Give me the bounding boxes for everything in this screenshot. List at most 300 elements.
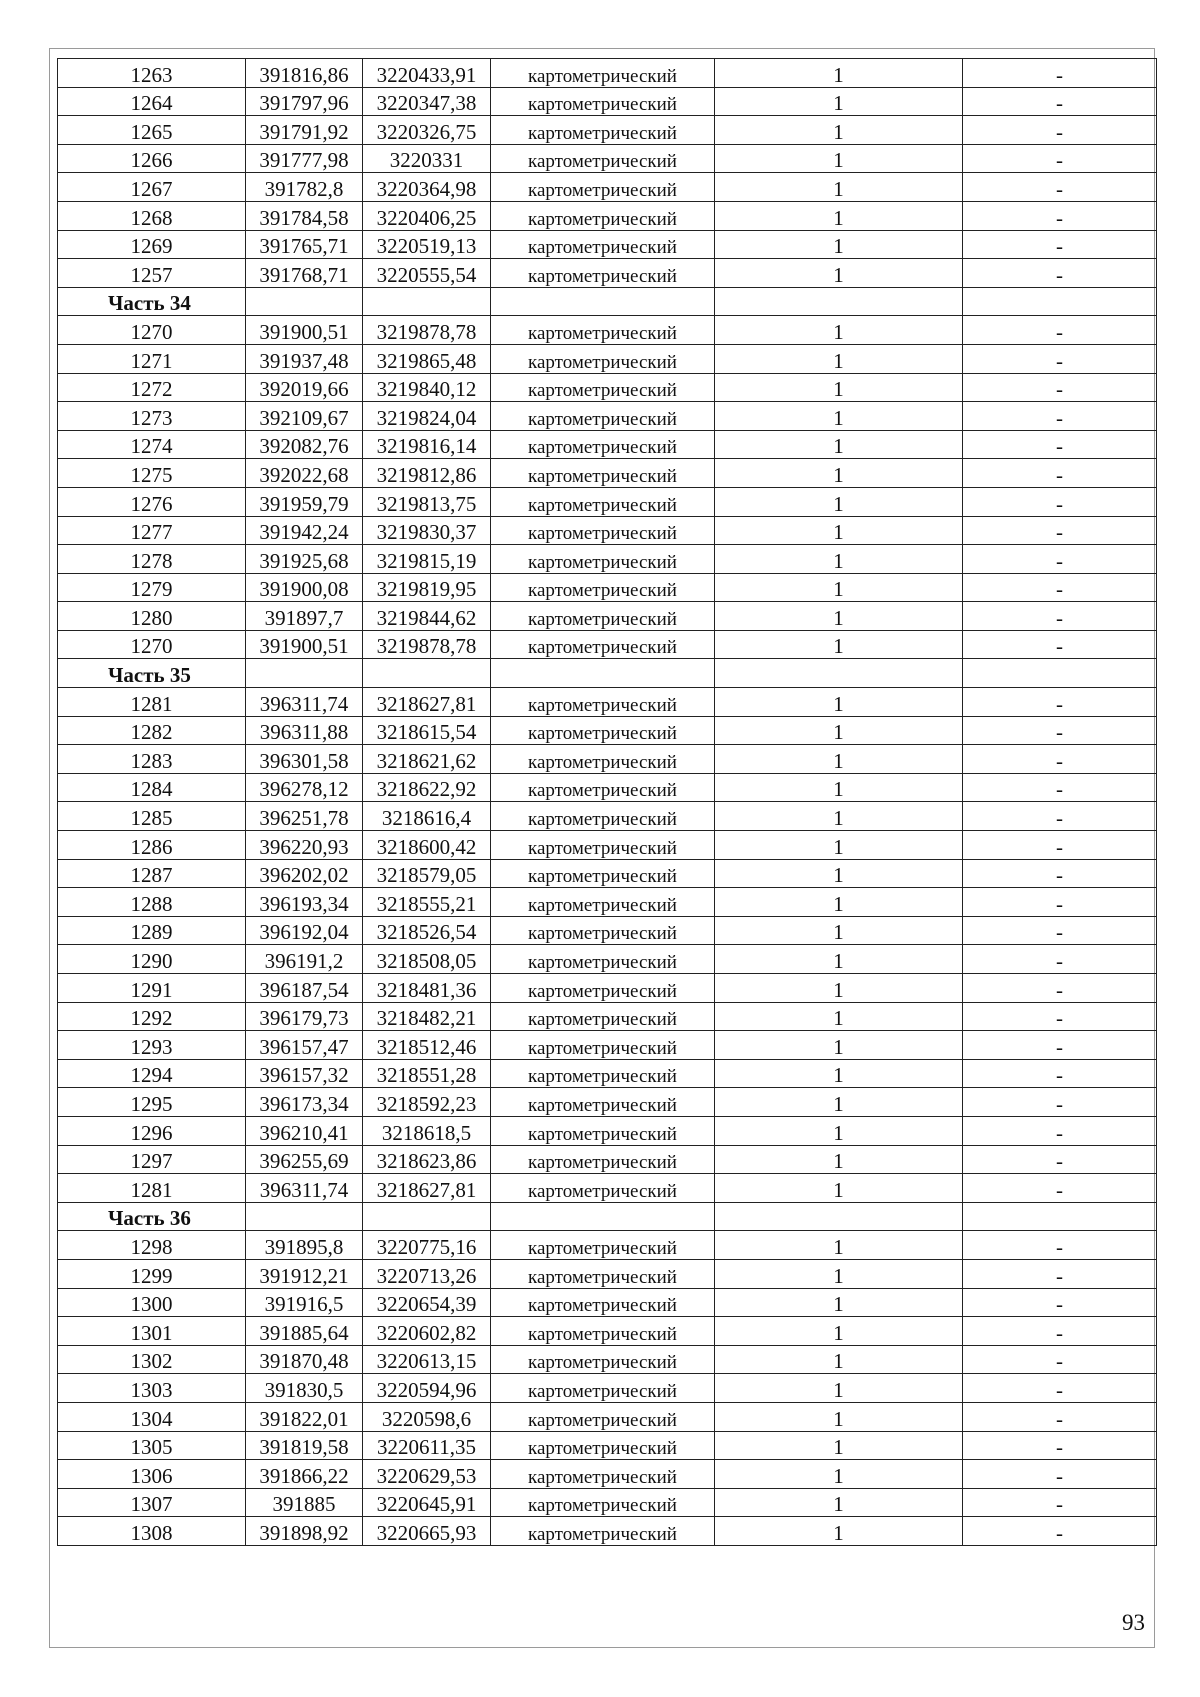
point-number-cell: 1292	[58, 1002, 246, 1031]
y-coordinate-cell: 3218508,05	[363, 945, 491, 974]
y-coordinate-cell: 3218592,23	[363, 1088, 491, 1117]
y-coordinate-cell: 3220519,13	[363, 230, 491, 259]
x-coordinate-cell: 396278,12	[246, 773, 363, 802]
x-coordinate-cell: 391791,92	[246, 116, 363, 145]
note-cell: -	[963, 116, 1157, 145]
accuracy-cell: 1	[715, 1431, 963, 1460]
y-coordinate-cell: 3219815,19	[363, 545, 491, 574]
accuracy-cell: 1	[715, 1059, 963, 1088]
accuracy-cell: 1	[715, 316, 963, 345]
x-coordinate-cell: 391912,21	[246, 1259, 363, 1288]
note-cell: -	[963, 859, 1157, 888]
point-number-cell: 1278	[58, 545, 246, 574]
table-row	[58, 402, 1157, 431]
accuracy-cell: 1	[715, 1259, 963, 1288]
method-cell: картометрический	[491, 430, 715, 459]
method-cell: картометрический	[491, 745, 715, 774]
note-cell: -	[963, 459, 1157, 488]
note-cell: -	[963, 802, 1157, 831]
note-cell: -	[963, 1431, 1157, 1460]
point-number-cell: 1268	[58, 201, 246, 230]
y-coordinate-cell: 3220433,91	[363, 59, 491, 88]
table-row	[58, 888, 1157, 917]
note-cell: -	[963, 487, 1157, 516]
empty-cell	[715, 659, 963, 688]
accuracy-cell: 1	[715, 1116, 963, 1145]
point-number-cell: 1300	[58, 1288, 246, 1317]
table-row	[58, 545, 1157, 574]
accuracy-cell: 1	[715, 1517, 963, 1546]
table-row	[58, 745, 1157, 774]
note-cell: -	[963, 573, 1157, 602]
method-cell: картометрический	[491, 1402, 715, 1431]
table-row	[58, 1002, 1157, 1031]
accuracy-cell: 1	[715, 1460, 963, 1489]
table-row	[58, 230, 1157, 259]
method-cell: картометрический	[491, 1517, 715, 1546]
note-cell: -	[963, 402, 1157, 431]
y-coordinate-cell: 3219878,78	[363, 630, 491, 659]
y-coordinate-cell: 3218526,54	[363, 916, 491, 945]
x-coordinate-cell: 396220,93	[246, 831, 363, 860]
point-number-cell: 1265	[58, 116, 246, 145]
note-cell: -	[963, 430, 1157, 459]
note-cell: -	[963, 630, 1157, 659]
table-row	[58, 87, 1157, 116]
table-row	[58, 630, 1157, 659]
x-coordinate-cell: 391816,86	[246, 59, 363, 88]
note-cell: -	[963, 1317, 1157, 1346]
table-row	[58, 1116, 1157, 1145]
table-row	[58, 1345, 1157, 1374]
note-cell: -	[963, 888, 1157, 917]
y-coordinate-cell: 3220611,35	[363, 1431, 491, 1460]
note-cell: -	[963, 1231, 1157, 1260]
table-row	[58, 1431, 1157, 1460]
note-cell: -	[963, 688, 1157, 717]
x-coordinate-cell: 396187,54	[246, 974, 363, 1003]
note-cell: -	[963, 516, 1157, 545]
table-row	[58, 1059, 1157, 1088]
accuracy-cell: 1	[715, 87, 963, 116]
x-coordinate-cell: 392022,68	[246, 459, 363, 488]
method-cell: картометрический	[491, 59, 715, 88]
table-row	[58, 916, 1157, 945]
accuracy-cell: 1	[715, 630, 963, 659]
y-coordinate-cell: 3218622,92	[363, 773, 491, 802]
x-coordinate-cell: 391900,51	[246, 316, 363, 345]
table-row	[58, 945, 1157, 974]
point-number-cell: 1279	[58, 573, 246, 602]
table-row	[58, 773, 1157, 802]
y-coordinate-cell: 3220613,15	[363, 1345, 491, 1374]
table-row	[58, 1088, 1157, 1117]
accuracy-cell: 1	[715, 1345, 963, 1374]
x-coordinate-cell: 391925,68	[246, 545, 363, 574]
point-number-cell: 1305	[58, 1431, 246, 1460]
y-coordinate-cell: 3219844,62	[363, 602, 491, 631]
accuracy-cell: 1	[715, 974, 963, 1003]
empty-cell	[363, 287, 491, 316]
table-row	[58, 116, 1157, 145]
point-number-cell: 1286	[58, 831, 246, 860]
y-coordinate-cell: 3218579,05	[363, 859, 491, 888]
table-row	[58, 430, 1157, 459]
part-header-row	[58, 659, 1157, 688]
accuracy-cell: 1	[715, 545, 963, 574]
method-cell: картометрический	[491, 573, 715, 602]
y-coordinate-cell: 3218512,46	[363, 1031, 491, 1060]
x-coordinate-cell: 391765,71	[246, 230, 363, 259]
point-number-cell: 1295	[58, 1088, 246, 1117]
method-cell: картометрический	[491, 802, 715, 831]
method-cell: картометрический	[491, 602, 715, 631]
y-coordinate-cell: 3218481,36	[363, 974, 491, 1003]
table-row	[58, 1317, 1157, 1346]
method-cell: картометрический	[491, 1031, 715, 1060]
point-number-cell: 1288	[58, 888, 246, 917]
method-cell: картометрический	[491, 1317, 715, 1346]
note-cell: -	[963, 201, 1157, 230]
accuracy-cell: 1	[715, 888, 963, 917]
point-number-cell: 1285	[58, 802, 246, 831]
method-cell: картометрический	[491, 459, 715, 488]
accuracy-cell: 1	[715, 201, 963, 230]
y-coordinate-cell: 3219812,86	[363, 459, 491, 488]
x-coordinate-cell: 392019,66	[246, 373, 363, 402]
table-row	[58, 1517, 1157, 1546]
method-cell: картометрический	[491, 201, 715, 230]
table-row	[58, 716, 1157, 745]
table-row	[58, 59, 1157, 88]
note-cell: -	[963, 1488, 1157, 1517]
method-cell: картометрический	[491, 316, 715, 345]
note-cell: -	[963, 1174, 1157, 1203]
point-number-cell: 1308	[58, 1517, 246, 1546]
x-coordinate-cell: 391819,58	[246, 1431, 363, 1460]
point-number-cell: 1274	[58, 430, 246, 459]
empty-cell	[363, 659, 491, 688]
x-coordinate-cell: 391885	[246, 1488, 363, 1517]
method-cell: картометрический	[491, 373, 715, 402]
point-number-cell: 1297	[58, 1145, 246, 1174]
x-coordinate-cell: 391866,22	[246, 1460, 363, 1489]
point-number-cell: 1266	[58, 144, 246, 173]
method-cell: картометрический	[491, 888, 715, 917]
table-row	[58, 859, 1157, 888]
point-number-cell: 1271	[58, 344, 246, 373]
part-header-row	[58, 287, 1157, 316]
accuracy-cell: 1	[715, 1374, 963, 1403]
y-coordinate-cell: 3220654,39	[363, 1288, 491, 1317]
x-coordinate-cell: 391822,01	[246, 1402, 363, 1431]
accuracy-cell: 1	[715, 1488, 963, 1517]
note-cell: -	[963, 745, 1157, 774]
method-cell: картометрический	[491, 688, 715, 717]
accuracy-cell: 1	[715, 144, 963, 173]
x-coordinate-cell: 391959,79	[246, 487, 363, 516]
method-cell: картометрический	[491, 831, 715, 860]
empty-cell	[491, 287, 715, 316]
part-label: Часть 35	[58, 659, 246, 688]
table-row	[58, 201, 1157, 230]
method-cell: картометрический	[491, 1259, 715, 1288]
table-row	[58, 1174, 1157, 1203]
y-coordinate-cell: 3220326,75	[363, 116, 491, 145]
empty-cell	[963, 287, 1157, 316]
table-row	[58, 516, 1157, 545]
y-coordinate-cell: 3218623,86	[363, 1145, 491, 1174]
accuracy-cell: 1	[715, 402, 963, 431]
x-coordinate-cell: 391870,48	[246, 1345, 363, 1374]
table-row	[58, 1402, 1157, 1431]
note-cell: -	[963, 373, 1157, 402]
point-number-cell: 1298	[58, 1231, 246, 1260]
accuracy-cell: 1	[715, 1402, 963, 1431]
method-cell: картометрический	[491, 1145, 715, 1174]
point-number-cell: 1284	[58, 773, 246, 802]
note-cell: -	[963, 1145, 1157, 1174]
method-cell: картометрический	[491, 1174, 715, 1203]
y-coordinate-cell: 3218551,28	[363, 1059, 491, 1088]
point-number-cell: 1281	[58, 1174, 246, 1203]
y-coordinate-cell: 3218600,42	[363, 831, 491, 860]
x-coordinate-cell: 396311,88	[246, 716, 363, 745]
y-coordinate-cell: 3219819,95	[363, 573, 491, 602]
empty-cell	[246, 1202, 363, 1231]
method-cell: картометрический	[491, 1116, 715, 1145]
x-coordinate-cell: 391916,5	[246, 1288, 363, 1317]
accuracy-cell: 1	[715, 602, 963, 631]
y-coordinate-cell: 3218627,81	[363, 688, 491, 717]
x-coordinate-cell: 391784,58	[246, 201, 363, 230]
table-row	[58, 459, 1157, 488]
point-number-cell: 1276	[58, 487, 246, 516]
part-label: Часть 36	[58, 1202, 246, 1231]
note-cell: -	[963, 602, 1157, 631]
table-row	[58, 344, 1157, 373]
empty-cell	[246, 287, 363, 316]
note-cell: -	[963, 1345, 1157, 1374]
accuracy-cell: 1	[715, 259, 963, 288]
y-coordinate-cell: 3220629,53	[363, 1460, 491, 1489]
empty-cell	[491, 659, 715, 688]
accuracy-cell: 1	[715, 116, 963, 145]
table-row	[58, 1031, 1157, 1060]
empty-cell	[963, 1202, 1157, 1231]
empty-cell	[963, 659, 1157, 688]
table-row	[58, 173, 1157, 202]
x-coordinate-cell: 396251,78	[246, 802, 363, 831]
y-coordinate-cell: 3218555,21	[363, 888, 491, 917]
method-cell: картометрический	[491, 1374, 715, 1403]
point-number-cell: 1281	[58, 688, 246, 717]
accuracy-cell: 1	[715, 344, 963, 373]
point-number-cell: 1291	[58, 974, 246, 1003]
accuracy-cell: 1	[715, 688, 963, 717]
note-cell: -	[963, 316, 1157, 345]
accuracy-cell: 1	[715, 573, 963, 602]
accuracy-cell: 1	[715, 459, 963, 488]
table-row	[58, 573, 1157, 602]
y-coordinate-cell: 3220602,82	[363, 1317, 491, 1346]
empty-cell	[715, 1202, 963, 1231]
note-cell: -	[963, 259, 1157, 288]
point-number-cell: 1307	[58, 1488, 246, 1517]
point-number-cell: 1302	[58, 1345, 246, 1374]
accuracy-cell: 1	[715, 487, 963, 516]
accuracy-cell: 1	[715, 831, 963, 860]
point-number-cell: 1304	[58, 1402, 246, 1431]
coordinates-table	[57, 58, 1157, 1546]
method-cell: картометрический	[491, 1231, 715, 1260]
accuracy-cell: 1	[715, 716, 963, 745]
page-number: 93	[1122, 1610, 1145, 1635]
y-coordinate-cell: 3220331	[363, 144, 491, 173]
method-cell: картометрический	[491, 859, 715, 888]
point-number-cell: 1257	[58, 259, 246, 288]
x-coordinate-cell: 391782,8	[246, 173, 363, 202]
method-cell: картометрический	[491, 1059, 715, 1088]
accuracy-cell: 1	[715, 1288, 963, 1317]
note-cell: -	[963, 974, 1157, 1003]
x-coordinate-cell: 391900,51	[246, 630, 363, 659]
note-cell: -	[963, 59, 1157, 88]
note-cell: -	[963, 1059, 1157, 1088]
empty-cell	[715, 287, 963, 316]
note-cell: -	[963, 831, 1157, 860]
table-row	[58, 688, 1157, 717]
x-coordinate-cell: 396157,32	[246, 1059, 363, 1088]
y-coordinate-cell: 3220406,25	[363, 201, 491, 230]
x-coordinate-cell: 392109,67	[246, 402, 363, 431]
part-header-row	[58, 1202, 1157, 1231]
y-coordinate-cell: 3220665,93	[363, 1517, 491, 1546]
note-cell: -	[963, 1460, 1157, 1489]
x-coordinate-cell: 392082,76	[246, 430, 363, 459]
accuracy-cell: 1	[715, 516, 963, 545]
accuracy-cell: 1	[715, 1002, 963, 1031]
table-row	[58, 259, 1157, 288]
table-row	[58, 144, 1157, 173]
x-coordinate-cell: 396210,41	[246, 1116, 363, 1145]
table-row	[58, 974, 1157, 1003]
x-coordinate-cell: 396193,34	[246, 888, 363, 917]
note-cell: -	[963, 1031, 1157, 1060]
accuracy-cell: 1	[715, 1231, 963, 1260]
y-coordinate-cell: 3220645,91	[363, 1488, 491, 1517]
point-number-cell: 1269	[58, 230, 246, 259]
method-cell: картометрический	[491, 516, 715, 545]
point-number-cell: 1277	[58, 516, 246, 545]
accuracy-cell: 1	[715, 373, 963, 402]
method-cell: картометрический	[491, 116, 715, 145]
method-cell: картометрический	[491, 173, 715, 202]
y-coordinate-cell: 3219830,37	[363, 516, 491, 545]
part-label: Часть 34	[58, 287, 246, 316]
x-coordinate-cell: 391777,98	[246, 144, 363, 173]
method-cell: картометрический	[491, 773, 715, 802]
method-cell: картометрический	[491, 144, 715, 173]
method-cell: картометрический	[491, 916, 715, 945]
x-coordinate-cell: 391768,71	[246, 259, 363, 288]
y-coordinate-cell: 3218482,21	[363, 1002, 491, 1031]
method-cell: картометрический	[491, 1460, 715, 1489]
point-number-cell: 1275	[58, 459, 246, 488]
table-row	[58, 1231, 1157, 1260]
point-number-cell: 1282	[58, 716, 246, 745]
y-coordinate-cell: 3219816,14	[363, 430, 491, 459]
x-coordinate-cell: 391797,96	[246, 87, 363, 116]
y-coordinate-cell: 3218615,54	[363, 716, 491, 745]
table-row	[58, 1259, 1157, 1288]
accuracy-cell: 1	[715, 230, 963, 259]
accuracy-cell: 1	[715, 802, 963, 831]
note-cell: -	[963, 1288, 1157, 1317]
method-cell: картометрический	[491, 1288, 715, 1317]
table-row	[58, 1374, 1157, 1403]
point-number-cell: 1280	[58, 602, 246, 631]
point-number-cell: 1293	[58, 1031, 246, 1060]
x-coordinate-cell: 391830,5	[246, 1374, 363, 1403]
y-coordinate-cell: 3219824,04	[363, 402, 491, 431]
accuracy-cell: 1	[715, 916, 963, 945]
accuracy-cell: 1	[715, 430, 963, 459]
y-coordinate-cell: 3219878,78	[363, 316, 491, 345]
y-coordinate-cell: 3220555,54	[363, 259, 491, 288]
method-cell: картометрический	[491, 402, 715, 431]
method-cell: картометрический	[491, 259, 715, 288]
method-cell: картометрический	[491, 974, 715, 1003]
table-row	[58, 487, 1157, 516]
method-cell: картометрический	[491, 487, 715, 516]
method-cell: картометрический	[491, 716, 715, 745]
point-number-cell: 1290	[58, 945, 246, 974]
empty-cell	[363, 1202, 491, 1231]
table-row	[58, 1145, 1157, 1174]
x-coordinate-cell: 391900,08	[246, 573, 363, 602]
x-coordinate-cell: 396157,47	[246, 1031, 363, 1060]
y-coordinate-cell: 3218616,4	[363, 802, 491, 831]
table-row	[58, 1288, 1157, 1317]
x-coordinate-cell: 396179,73	[246, 1002, 363, 1031]
note-cell: -	[963, 1088, 1157, 1117]
point-number-cell: 1303	[58, 1374, 246, 1403]
note-cell: -	[963, 144, 1157, 173]
table-row	[58, 1460, 1157, 1489]
method-cell: картометрический	[491, 1088, 715, 1117]
y-coordinate-cell: 3218618,5	[363, 1116, 491, 1145]
note-cell: -	[963, 1374, 1157, 1403]
note-cell: -	[963, 1402, 1157, 1431]
x-coordinate-cell: 396191,2	[246, 945, 363, 974]
y-coordinate-cell: 3220594,96	[363, 1374, 491, 1403]
point-number-cell: 1306	[58, 1460, 246, 1489]
y-coordinate-cell: 3218621,62	[363, 745, 491, 774]
note-cell: -	[963, 1259, 1157, 1288]
table-row	[58, 802, 1157, 831]
accuracy-cell: 1	[715, 745, 963, 774]
accuracy-cell: 1	[715, 59, 963, 88]
y-coordinate-cell: 3218627,81	[363, 1174, 491, 1203]
accuracy-cell: 1	[715, 173, 963, 202]
point-number-cell: 1294	[58, 1059, 246, 1088]
x-coordinate-cell: 396173,34	[246, 1088, 363, 1117]
x-coordinate-cell: 391898,92	[246, 1517, 363, 1546]
method-cell: картометрический	[491, 230, 715, 259]
point-number-cell: 1301	[58, 1317, 246, 1346]
x-coordinate-cell: 391942,24	[246, 516, 363, 545]
